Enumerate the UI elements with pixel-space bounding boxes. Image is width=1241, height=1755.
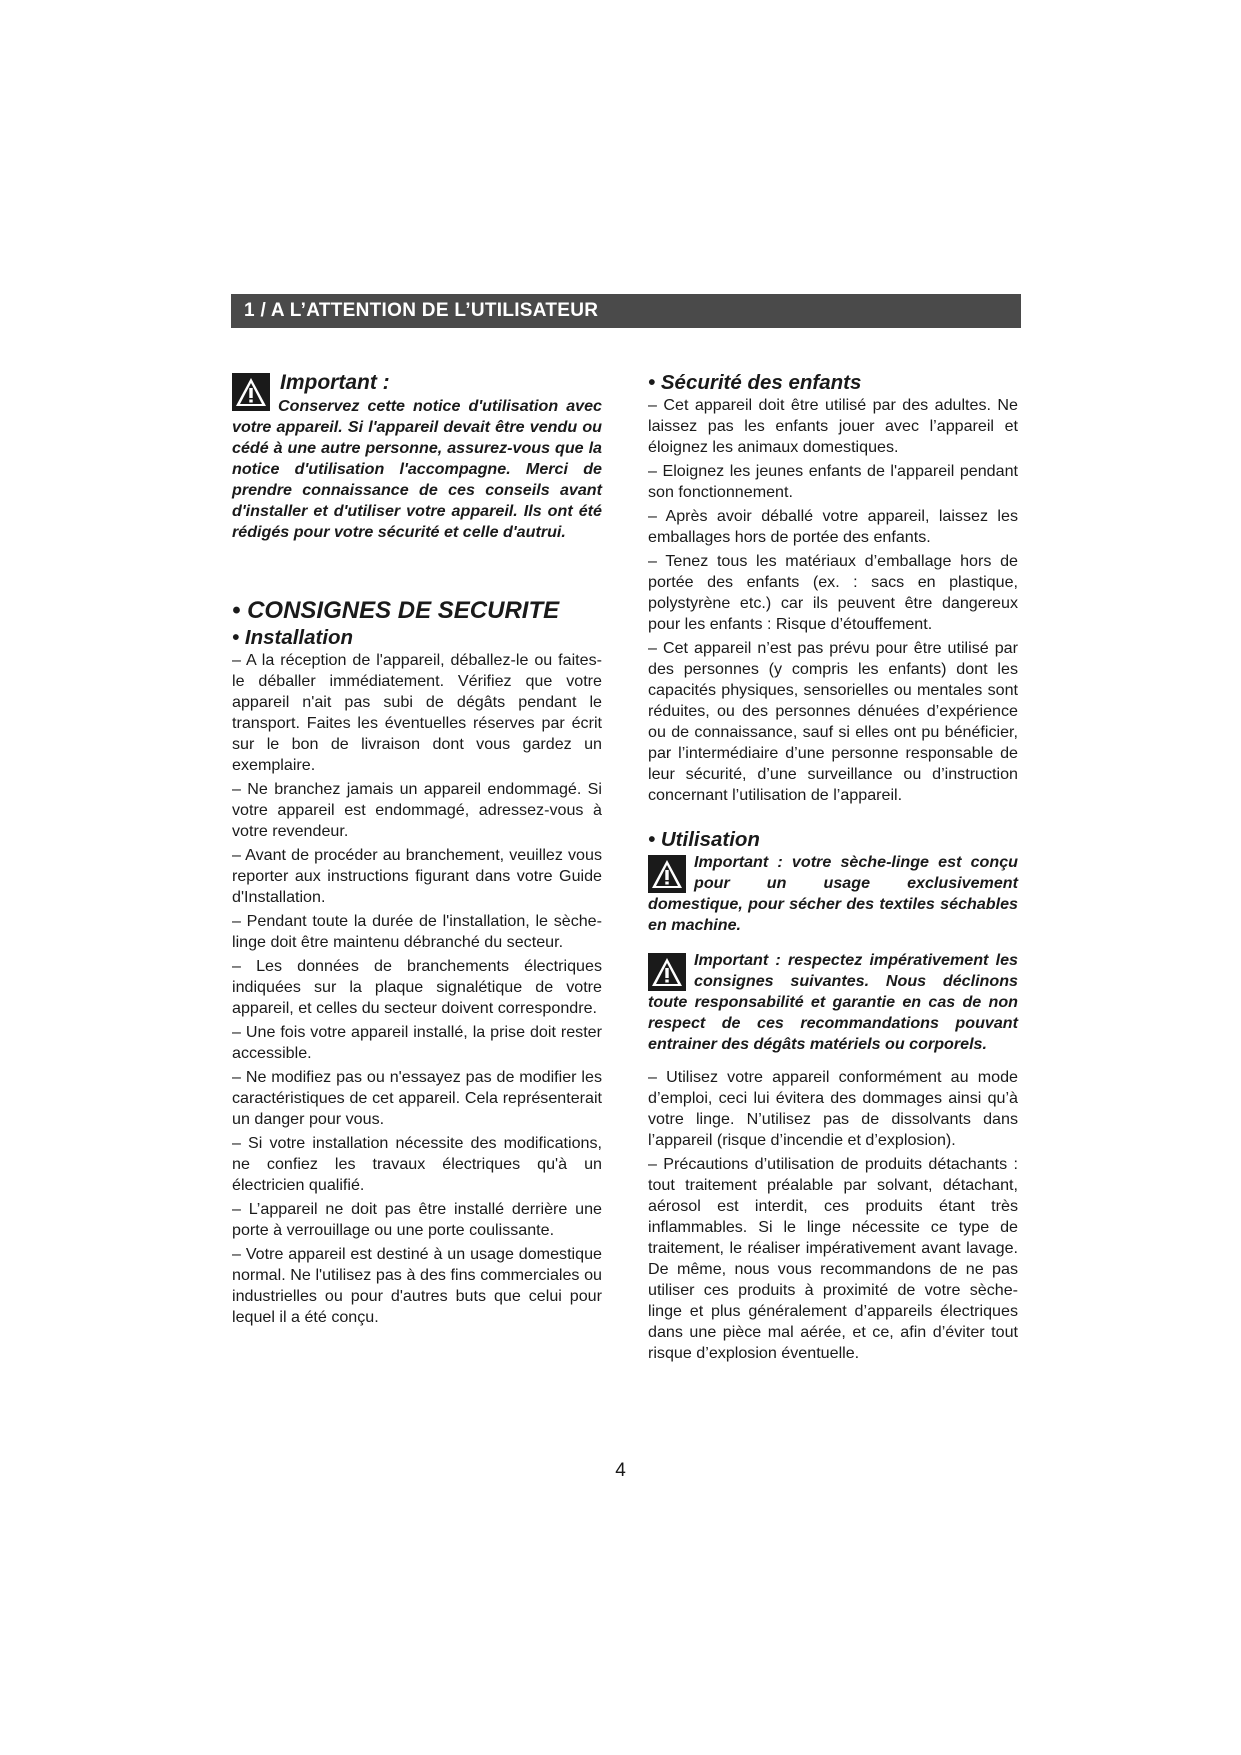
installation-paragraph: – Avant de procéder au branchement, veuillez vous reporter aux instructions figurant dans votre Guide d'Installation. [232,846,602,906]
important-notice [232,370,602,543]
installation-paragraph: – L’appareil ne doit pas être installé derrière une porte à verrouillage ou une porte coulissante. [232,1200,602,1239]
safety-section-title: • CONSIGNES DE SECURITE [232,597,560,624]
important-text: Conservez cette notice d'utilisation avec votre appareil. Si l'appareil devait être vendu ou cédé à une autre personne, assurez-vous que la notice d'utilisation l'accompagne. Merci de prendre connaissance de ces conseils avant d'installer et d'utiliser votre appareil. Ils ont été rédigés pour votre sécurité et celle d'autrui. [232,397,602,541]
usage-important-1 [648,852,1018,936]
installation-title: • Installation [232,626,354,649]
installation-paragraph: – Si votre installation nécessite des modifications, ne confiez les travaux électriques qu'à un électricien qualifié. [232,1134,602,1194]
installation-paragraph: – Ne branchez jamais un appareil endommagé. Si votre appareil est endommagé, adressez-vous à votre revendeur. [232,780,602,840]
child-safety-paragraph: – Après avoir déballé votre appareil, laissez les emballages hors de portée des enfants. [648,507,1018,546]
left-column [232,370,602,1331]
right-column [648,370,1018,1367]
installation-list [232,650,602,1328]
warning-icon [648,953,686,991]
usage-important-2 [648,950,1018,1055]
section-header: 1 / A L’ATTENTION DE L’UTILISATEUR [231,294,1021,328]
usage-paragraph: – Précautions d’utilisation de produits détachants : tout traitement préalable par solvant, détachant, aérosol est interdit, ces produits étant très inflammables. Si le linge nécessite ce type de traitement, le réaliser impérativement avant lavage. De même, nous vous recommandons de ne pas utiliser ces produits à proximité de votre sèche-linge et plus généralement d’appareils électriques dans une pièce mal aérée, et ce, afin d’éviter tout risque d’explosion éventuelle. [648,1155,1018,1362]
usage-list [648,1067,1018,1364]
installation-paragraph: – Les données de branchements électriques indiquées sur la plaque signalétique de votre appareil, et celles du secteur doivent correspondre. [232,957,602,1017]
child-safety-title: • Sécurité des enfants [648,371,862,394]
page-number: 4 [615,1460,626,1481]
warning-icon [648,855,686,893]
usage-title: • Utilisation [648,828,760,851]
child-safety-paragraph: – Cet appareil doit être utilisé par des adultes. Ne laissez pas les enfants jouer avec l’appareil et éloignez les animaux domestiques. [648,396,1018,456]
child-safety-paragraph: – Tenez tous les matériaux d’emballage hors de portée des enfants (ex. : sacs en plastique, polystyrène etc.) car ils peuvent être dangereux pour les enfants : Risque d’étouffement. [648,552,1018,633]
installation-paragraph: – Votre appareil est destiné à un usage domestique normal. Ne l'utilisez pas à des fins commerciales ou industrielles ou pour d'autres buts que celui pour lequel il a été conçu. [232,1245,602,1326]
child-safety-list [648,395,1018,806]
child-safety-paragraph: – Cet appareil n’est pas prévu pour être utilisé par des personnes (y compris les enfants) dont les capacités physiques, sensorielles ou mentales sont réduites, ou des personnes dénuées d’expérience ou de connaissance, sauf si elles ont pu bénéficier, par l’intermédiaire d’une personne responsable de leur sécurité, d’une surveillance ou d’instruction concernant l’utilisation de l’appareil. [648,639,1018,804]
usage-paragraph: – Utilisez votre appareil conformément au mode d’emploi, ceci lui évitera des dommages ainsi qu’à votre linge. N’utilisez pas de dissolvants dans l’appareil (risque d’incendie et d’explosion). [648,1068,1018,1149]
installation-paragraph: – Une fois votre appareil installé, la prise doit rester accessible. [232,1023,602,1062]
warning-icon [232,373,270,411]
important-title: Important : [280,371,390,394]
installation-paragraph: – Pendant toute la durée de l'installation, le sèche-linge doit être maintenu débranché du secteur. [232,912,602,951]
child-safety-paragraph: – Eloignez les jeunes enfants de l'appareil pendant son fonctionnement. [648,462,1018,501]
installation-paragraph: – A la réception de l'appareil, déballez-le ou faites-le déballer immédiatement. Vérifiez que votre appareil n'ait pas subi de dégâts pendant le transport. Faites les éventuelles réserves par écrit sur le bon de livraison dont vous gardez un exemplaire. [232,651,602,774]
usage-important-text-2: Important : respectez impérativement les consignes suivantes. Nous déclinons toute responsabilité et garantie en cas de non respect de ces recommandations pouvant entrainer des dégâts matériels ou corporels. [648,951,1018,1053]
usage-important-text-1: Important : votre sèche-linge est conçu pour un usage exclusivement domestique, pour sécher des textiles séchables en machine. [648,853,1018,934]
installation-paragraph: – Ne modifiez pas ou n'essayez pas de modifier les caractéristiques de cet appareil. Cela représenterait un danger pour vous. [232,1068,602,1128]
